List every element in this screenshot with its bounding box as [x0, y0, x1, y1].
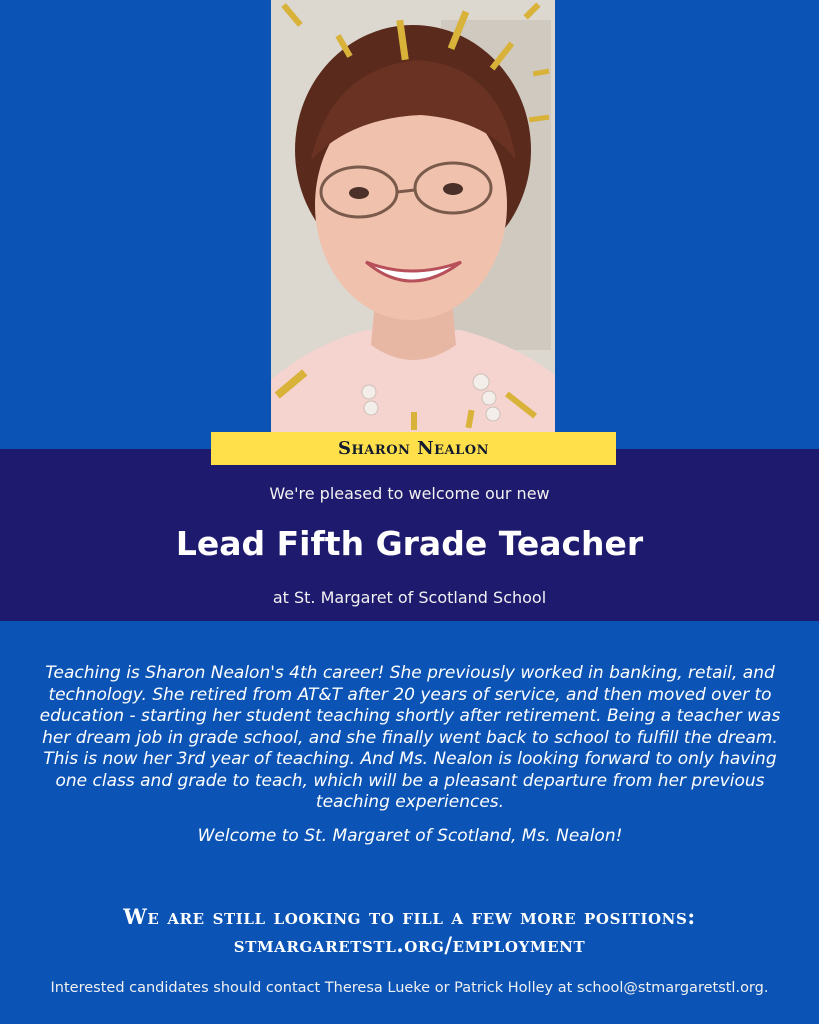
- intro-text: We're pleased to welcome our new: [269, 484, 550, 503]
- eye-left: [349, 187, 369, 199]
- bio-section: [30, 663, 790, 859]
- employment-url: stmargaretstl.org/employment: [233, 932, 586, 957]
- name-tag: Sharon Nealon: [211, 432, 616, 465]
- school-name: at St. Margaret of Scotland School: [272, 588, 547, 607]
- glasses-bridge: [397, 190, 415, 192]
- position-title: Lead Fifth Grade Teacher: [175, 524, 644, 563]
- welcome-line: Welcome to St. Margaret of Scotland, Ms. Nealon!: [197, 825, 623, 846]
- teacher-photo: [271, 0, 555, 432]
- eye-right: [443, 183, 463, 195]
- portrait-illustration: [271, 0, 555, 432]
- positions-notice: [0, 903, 819, 959]
- bio-paragraph: Teaching is Sharon Nealon's 4th career! She previously worked in banking, retail, and technology. She retired from AT&T after 20 years of service, and then moved over to education - starting her student teaching shortly after retirement. Being a teacher was her dream job in grade school, and she finally went back to school to fulfill the dream. This is now her 3rd year of teaching. And Ms. Nealon is looking forward to only having one class and grade to teach, which will be a pleasant departure from her previous teaching experiences.: [39, 663, 781, 812]
- positions-line: We are still looking to fill a few more positions:: [123, 904, 696, 929]
- contact-line: Interested candidates should contact Theresa Lueke or Patrick Holley at school@stmargaretstl.org.: [50, 980, 769, 996]
